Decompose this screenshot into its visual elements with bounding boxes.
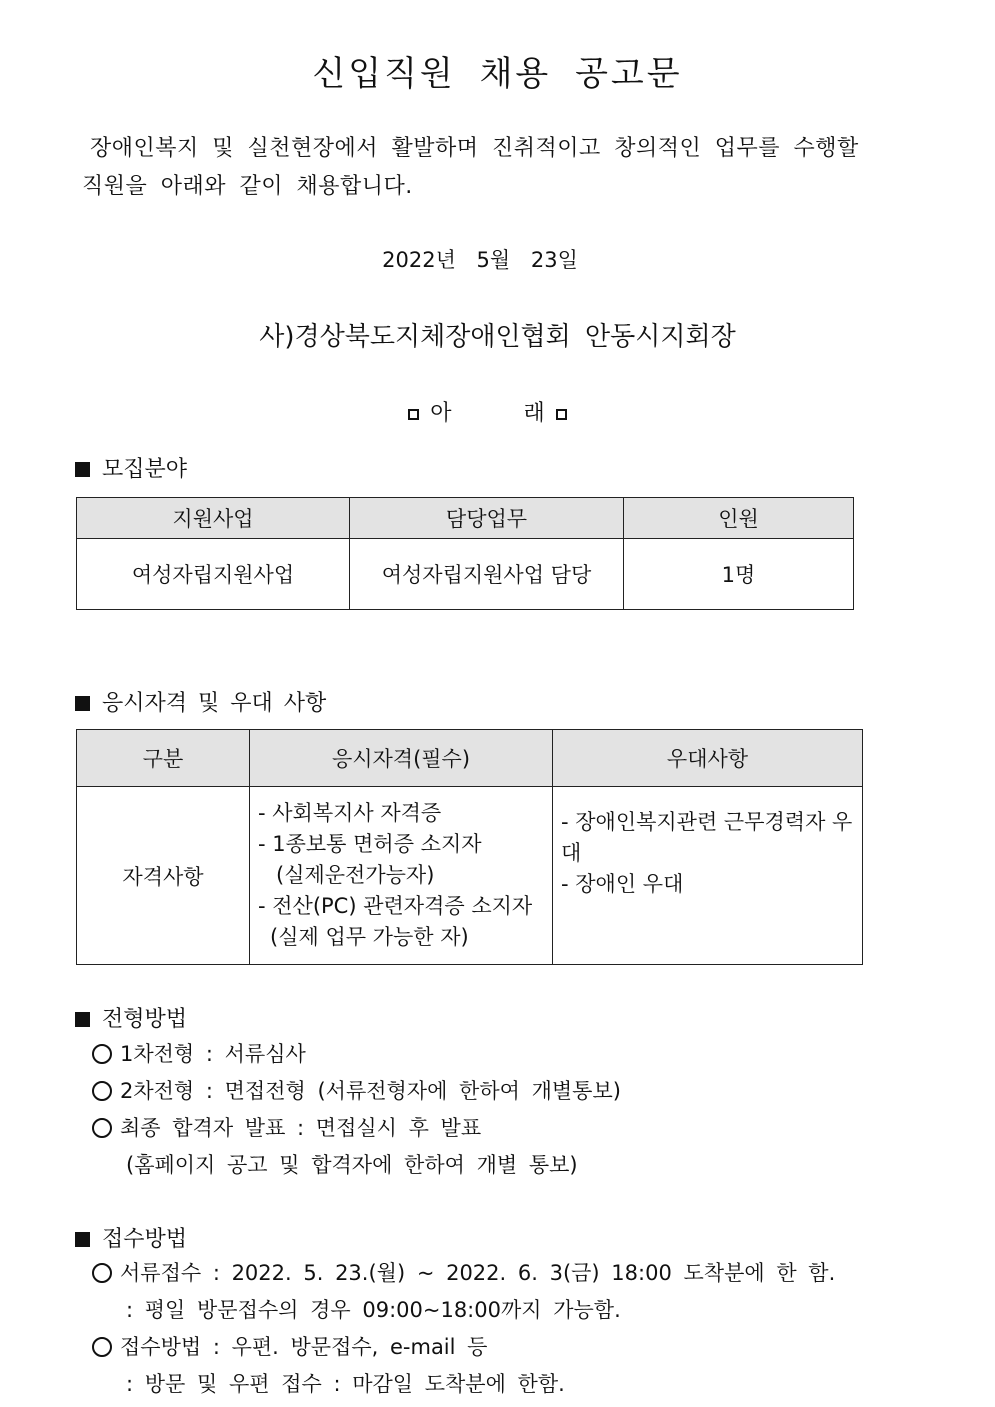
- section-heading: 응시자격 및 우대 사항: [102, 691, 327, 716]
- list-item: 2차전형 : 면접전형 (서류전형자에 한하여 개별통보): [92, 1073, 621, 1110]
- section-recruitment: [75, 452, 187, 483]
- list-note: : 방문 및 우편 접수 : 마감일 도착분에 한함.: [126, 1372, 565, 1396]
- section-application: [75, 1222, 187, 1253]
- table-header: 우대사항: [553, 730, 863, 787]
- table-header: 인원: [624, 498, 854, 539]
- list-note: : 평일 방문접수의 경우 09:00~18:00까지 가능함.: [126, 1298, 621, 1322]
- table-header: 구분: [77, 730, 250, 787]
- qualification-category: 자격사항: [77, 787, 250, 965]
- intro-line-1: 장애인복지 및 실천현장에서 활발하며 진취적이고 창의적인 업무를 수행할: [90, 136, 859, 161]
- table-header: 담당업무: [350, 498, 624, 539]
- selection-list: [92, 1036, 621, 1184]
- notice-heading: [0, 396, 975, 427]
- section-heading: 접수방법: [102, 1227, 188, 1252]
- list-item: - 장애인 우대: [561, 872, 684, 896]
- list-item: - 1종보통 면허증 소지자: [258, 832, 482, 856]
- table-cell: 여성자립지원사업 담당: [350, 539, 624, 610]
- list-item: 접수방법 : 우편. 방문접수, e-mail 등: [92, 1329, 835, 1366]
- announcement-date: 2022년 5월 23일: [382, 248, 578, 272]
- notice-right-char: 래: [523, 401, 545, 426]
- table-cell: 여성자립지원사업: [77, 539, 350, 610]
- table-cell: 1명: [624, 539, 854, 610]
- section-heading: 전형방법: [102, 1007, 188, 1032]
- list-item: - 전산(PC) 관련자격증 소지자: [258, 894, 533, 918]
- checkbox-square-icon: [556, 409, 567, 420]
- preferred-qualifications: [553, 787, 863, 965]
- list-item: - 사회복지사 자격증: [258, 801, 442, 825]
- list-item: 최종 합격자 발표 : 면접실시 후 발표: [92, 1110, 621, 1147]
- section-qualification: [75, 686, 326, 717]
- list-item: - 장애인복지관련 근무경력자 우대: [561, 810, 853, 865]
- checkbox-square-icon: [408, 409, 419, 420]
- section-heading: 모집분야: [102, 457, 188, 482]
- organization-name: 사)경상북도지체장애인협회 안동시지회장: [259, 322, 736, 352]
- table-header: 지원사업: [77, 498, 350, 539]
- section-selection: [75, 1002, 187, 1033]
- application-list: [92, 1255, 835, 1403]
- notice-left-char: 아: [430, 401, 452, 426]
- required-qualifications: [250, 787, 553, 965]
- qualification-table: [76, 729, 863, 965]
- page-title: 신입직원 채용 공고문: [312, 54, 683, 94]
- square-bullet-icon: [75, 1232, 90, 1247]
- circle-bullet-icon: [92, 1081, 112, 1101]
- square-bullet-icon: [75, 696, 90, 711]
- table-row: [77, 539, 854, 610]
- circle-bullet-icon: [92, 1263, 112, 1283]
- table-header: 응시자격(필수): [250, 730, 553, 787]
- list-item: 서류접수 : 2022. 5. 23.(월) ~ 2022. 6. 3(금) 18:00 도착분에 한 함.: [92, 1255, 835, 1292]
- recruitment-table: [76, 497, 854, 610]
- circle-bullet-icon: [92, 1044, 112, 1064]
- intro-line-2: 직원을 아래와 같이 채용합니다.: [82, 174, 413, 199]
- circle-bullet-icon: [92, 1337, 112, 1357]
- list-item: (실제운전가능자): [276, 863, 435, 887]
- list-item: (실제 업무 가능한 자): [270, 925, 469, 949]
- square-bullet-icon: [75, 1012, 90, 1027]
- square-bullet-icon: [75, 462, 90, 477]
- list-note: (홈페이지 공고 및 합격자에 한하여 개별 통보): [126, 1153, 578, 1177]
- circle-bullet-icon: [92, 1118, 112, 1138]
- intro-paragraph: [82, 130, 862, 206]
- table-row: [77, 787, 863, 965]
- list-item: 1차전형 : 서류심사: [92, 1036, 621, 1073]
